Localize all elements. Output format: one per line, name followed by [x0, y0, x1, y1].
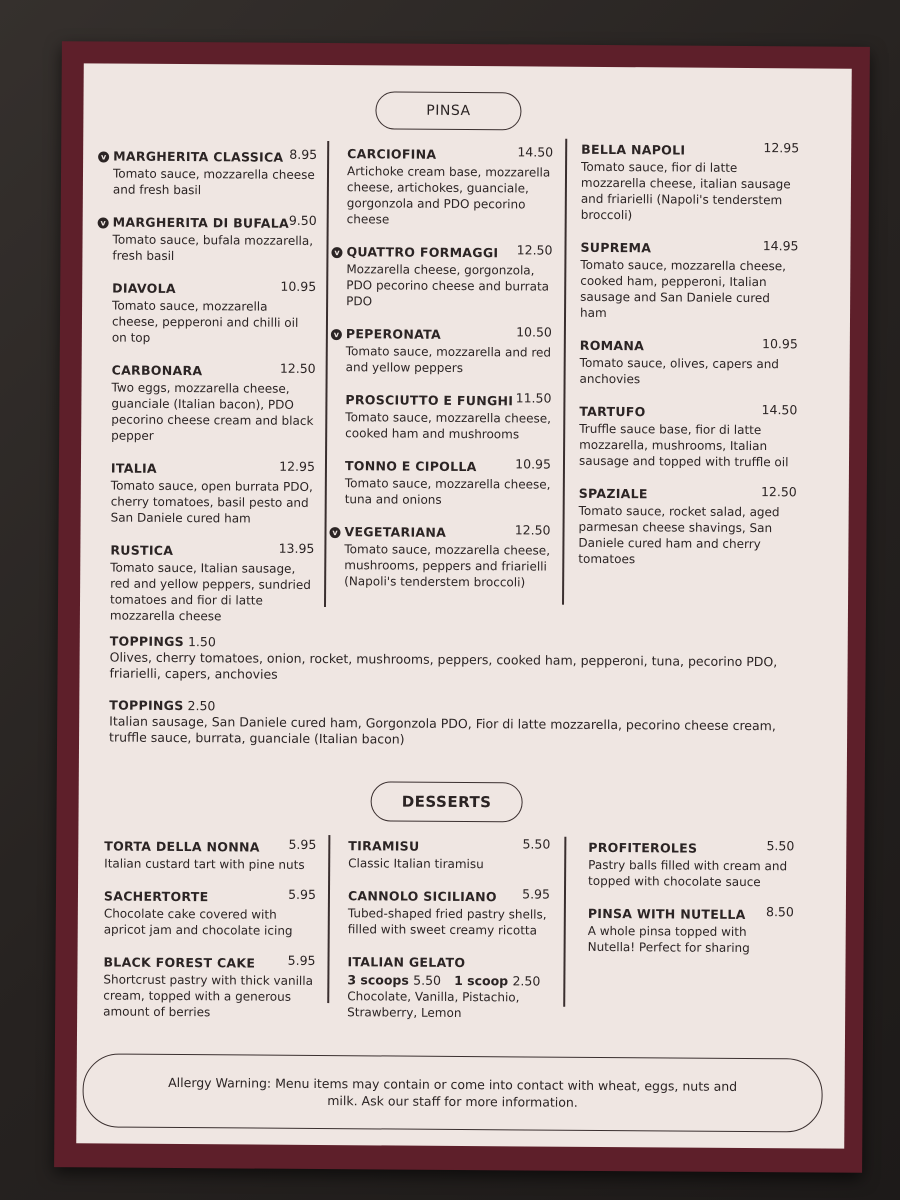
- vegetarian-icon: v: [331, 329, 342, 340]
- toppings-2: [109, 698, 809, 751]
- item-description: Tomato sauce, mozzarella cheese, cooked ham and mushrooms: [345, 410, 552, 442]
- item-price: 5.50: [522, 836, 551, 852]
- item-description: Tomato sauce, mozzarella and red and yellow peppers: [345, 344, 552, 375]
- item-name: CARBONARA: [111, 362, 203, 379]
- item-name: CANNOLO SICILIANO: [347, 888, 497, 905]
- menu-item: [580, 335, 798, 389]
- menu-item: [348, 885, 550, 938]
- column-divider: [327, 835, 330, 1003]
- gelato-options: [347, 972, 549, 988]
- gelato-option-price: 5.50: [413, 972, 442, 988]
- pinsa-column-1: [100, 146, 318, 639]
- item-price: 11.50: [515, 390, 552, 406]
- item-description: Tubed-shaped fried pastry shells, filled with sweet creamy ricotta: [347, 906, 547, 938]
- item-name: VEGETARIANA: [344, 524, 447, 540]
- pinsa-column-3: [578, 139, 799, 583]
- item-name: MARGHERITA CLASSICA: [113, 148, 284, 165]
- menu-item: [332, 521, 551, 590]
- vegetarian-icon: v: [329, 527, 340, 538]
- menu-item: [333, 323, 552, 376]
- item-description: Chocolate cake covered with apricot jam and chocolate icing: [103, 906, 293, 938]
- item-price: 10.95: [280, 278, 317, 294]
- gelato-option-label: 1 scoop: [454, 972, 509, 989]
- item-name: CARCIOFINA: [347, 146, 437, 162]
- item-price: 10.50: [516, 324, 552, 340]
- item-price: 10.95: [515, 456, 552, 472]
- item-price: 10.95: [761, 336, 798, 352]
- column-divider: [324, 141, 329, 607]
- item-description: Tomato sauce, mozzarella cheese, tuna and onions: [344, 476, 551, 507]
- item-name: DIAVOLA: [112, 280, 176, 296]
- menu-item: [104, 835, 316, 872]
- allergy-warning-text: Allergy Warning: Menu items may contain or come into contact with wheat, eggs, nuts and milk. Ask our staff for more information.: [168, 1074, 738, 1110]
- item-name: ITALIAN GELATO: [347, 954, 466, 971]
- item-price: 5.95: [287, 952, 316, 968]
- item-price: 9.50: [288, 212, 317, 228]
- menu-item: [334, 241, 553, 310]
- item-price: 13.95: [278, 540, 315, 556]
- desserts-column-2: [347, 835, 550, 1035]
- item-description: Tomato sauce, mozzarella cheese and fresh basil: [112, 166, 315, 198]
- item-description: Tomato sauce, fior di latte mozzarella cheese, italian sausage and friarielli (Napoli's tenderstem broccoli): [580, 159, 791, 223]
- item-name: BELLA NAPOLI: [581, 141, 686, 158]
- item-price: 14.50: [517, 144, 554, 160]
- item-name: RUSTICA: [110, 542, 174, 558]
- item-name: ROMANA: [579, 337, 645, 354]
- desserts-column-1: [103, 835, 316, 1034]
- item-name: PROSCIUTTO E FUNGHI: [345, 392, 514, 409]
- item-price: 12.50: [514, 522, 551, 538]
- item-name: ITALIA: [110, 460, 157, 476]
- item-price: 12.50: [760, 484, 797, 500]
- toppings-price: 1.50: [187, 634, 216, 650]
- menu-item: [580, 237, 799, 323]
- item-price: 5.95: [522, 886, 551, 902]
- item-description: Classic Italian tiramisu: [348, 856, 484, 872]
- item-name: MARGHERITA DI BUFALA: [112, 214, 290, 231]
- item-name: SACHERTORTE: [103, 888, 209, 905]
- item-price: 5.95: [288, 886, 317, 902]
- desserts-heading: DESSERTS: [370, 781, 522, 822]
- allergy-warning-box: [82, 1053, 822, 1132]
- item-name: TIRAMISU: [348, 838, 420, 854]
- menu-item: [348, 835, 550, 872]
- toppings-label: TOPPINGS: [109, 697, 184, 714]
- item-price: 14.50: [761, 402, 798, 418]
- item-name: TONNO E CIPOLLA: [344, 458, 477, 475]
- item-price: 12.95: [279, 458, 316, 474]
- menu-item: [100, 212, 317, 265]
- item-price: 8.95: [289, 146, 318, 162]
- menu-item: [103, 951, 315, 1020]
- item-description: Tomato sauce, Italian sausage, red and yellow peppers, sundried tomatoes and fior di latte mozzarella cheese: [109, 560, 311, 624]
- item-description: Artichoke cream base, mozzarella cheese, artichokes, guanciale, gorgonzola and PDO pecorino cheese: [346, 164, 551, 227]
- vegetarian-icon: v: [331, 247, 342, 258]
- item-description: Truffle sauce base, fior di latte mozzarella, mushrooms, Italian sausage and topped with truffle oil: [578, 421, 789, 470]
- toppings-desc: Italian sausage, San Daniele cured ham, Gorgonzola PDO, Fior di latte mozzarella, pecorino cheese cream, truffle sauce, burrata, guanciale (Italian bacon): [109, 713, 776, 747]
- item-name: PEPERONATA: [345, 326, 442, 342]
- item-description: Tomato sauce, bufala mozzarella, fresh basil: [112, 232, 314, 263]
- menu-item: [345, 389, 551, 442]
- menu-card: [76, 63, 852, 1148]
- menu-item: [112, 278, 316, 347]
- vegetarian-icon: v: [98, 151, 109, 162]
- pinsa-heading: PINSA: [375, 91, 521, 130]
- item-name: TARTUFO: [579, 403, 646, 420]
- menu-item: [104, 885, 316, 938]
- item-price: 12.95: [763, 140, 800, 156]
- item-description: Tomato sauce, open burrata PDO, cherry tomatoes, basil pesto and San Daniele cured ham: [110, 478, 313, 526]
- item-name: PINSA WITH NUTELLA: [587, 905, 746, 922]
- menu-item-italian-gelato: [347, 951, 549, 1021]
- item-description: Tomato sauce, olives, capers and anchovies: [579, 355, 780, 387]
- item-description: Chocolate, Vanilla, Pistachio, Strawberry, Lemon: [347, 989, 520, 1020]
- item-description: Italian custard tart with pine nuts: [104, 856, 305, 872]
- menu-item: [111, 360, 316, 445]
- item-description: Shortcrust pastry with thick vanilla cream, topped with a generous amount of berries: [103, 972, 314, 1020]
- item-description: Tomato sauce, rocket salad, aged parmesan cheese shavings, San Daniele cured ham and cherry tomatoes: [578, 503, 780, 567]
- menu-item: [100, 146, 318, 199]
- column-divider: [562, 139, 567, 605]
- desserts-column-3: [587, 837, 794, 970]
- item-name: TORTA DELLA NONNA: [104, 838, 260, 855]
- gelato-option-price: 2.50: [512, 973, 541, 989]
- menu-item: [345, 455, 551, 508]
- item-name: PROFITEROLES: [588, 839, 698, 856]
- menu-item: [110, 540, 315, 625]
- item-price: 5.95: [288, 836, 317, 852]
- item-name: SUPREMA: [580, 239, 652, 256]
- toppings-1: [109, 634, 809, 687]
- toppings-desc: Olives, cherry tomatoes, onion, rocket, mushrooms, peppers, cooked ham, pepperoni, tuna, pecorino PDO, friarielli, capers, anchovies: [109, 649, 778, 682]
- item-price: 14.95: [762, 238, 799, 254]
- menu-item: [111, 458, 315, 527]
- item-price: 8.50: [765, 904, 794, 920]
- item-description: Tomato sauce, mozzarella cheese, mushrooms, peppers and friarielli (Napoli's tenderstem broccoli): [344, 542, 551, 590]
- menu-item: [579, 401, 797, 471]
- item-description: Tomato sauce, mozzarella cheese, pepperoni and chilli oil on top: [111, 298, 299, 345]
- item-description: Tomato sauce, mozzarella cheese, cooked ham, pepperoni, Italian sausage and San Daniele cured ham: [580, 257, 787, 320]
- item-price: 12.50: [516, 242, 553, 258]
- menu-item: [588, 903, 794, 956]
- item-name: BLACK FOREST CAKE: [103, 954, 256, 971]
- item-price: 12.50: [279, 360, 316, 376]
- item-price: 5.50: [766, 838, 795, 854]
- item-description: Pastry balls filled with cream and topped with chocolate sauce: [588, 857, 788, 890]
- toppings-label: TOPPINGS: [109, 633, 185, 650]
- vegetarian-icon: v: [98, 217, 109, 228]
- toppings-price: 2.50: [187, 698, 216, 714]
- column-divider: [563, 837, 566, 1007]
- item-name: QUATTRO FORMAGGI: [346, 244, 499, 261]
- menu-item: [581, 139, 800, 225]
- menu-item: [578, 483, 797, 569]
- item-description: Mozzarella cheese, gorgonzola, PDO pecorino cheese and burrata PDO: [346, 262, 550, 309]
- gelato-option-label: 3 scoops: [347, 972, 409, 988]
- item-description: Two eggs, mozzarella cheese, guanciale (Italian bacon), PDO pecorino cheese cream and black pepper: [111, 380, 314, 443]
- pinsa-column-2: [332, 143, 554, 604]
- menu-item: [588, 837, 794, 890]
- item-description: A whole pinsa topped with Nutella! Perfect for sharing: [587, 923, 750, 956]
- menu-item: [347, 143, 554, 228]
- item-name: SPAZIALE: [578, 485, 648, 502]
